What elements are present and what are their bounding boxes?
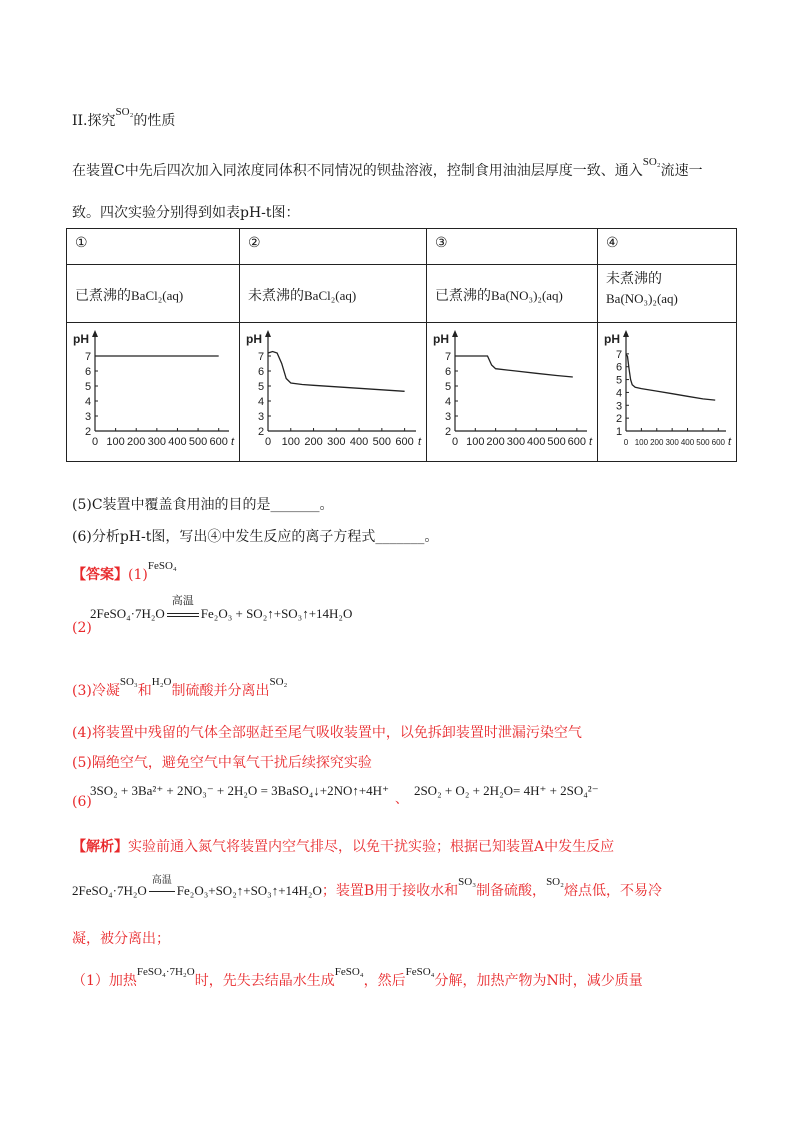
analysis-p4: （1）加热$^{FeSO_4\cdot 7H_2O}$时，先失去结晶水生成$^{FeSO_4}$，然后$^{FeSO_4}$分解，加热产物为N时，减少质量 [72,966,643,989]
table-header: ① [75,235,88,251]
y-tick-label: 7 [85,351,92,363]
y-tick-label: 6 [258,366,265,378]
x-tick-label: 500 [188,436,208,448]
y-axis-arrow [623,330,629,337]
analysis-p1: 【解析】实验前通入氮气将装置内空气排尽，以免干扰实验；根据已知装置A中发生反应 [72,839,615,855]
y-tick-label: 4 [258,396,265,408]
x-tick-label: 200 [127,436,146,448]
x-axis-label: t [231,436,235,448]
y-tick-label: 1 [616,426,623,438]
y-tick-label: 4 [445,396,452,408]
y-tick-label: 3 [258,411,265,423]
table-header: ② [248,235,261,251]
y-tick-label: 5 [616,374,623,387]
y-tick-label: 3 [85,411,92,423]
x-tick-label: 600 [209,436,228,448]
x-tick-label: 600 [395,436,414,448]
y-tick-label: 7 [258,351,265,363]
experiment-table [66,228,737,462]
x-tick-label: 100 [634,438,649,447]
y-tick-label: 7 [616,348,623,361]
x-tick-label: 500 [696,438,710,447]
x-tick-label: 600 [711,438,725,447]
ph-curve [626,354,715,400]
x-tick-label: 100 [281,436,300,448]
x-tick-label: 300 [147,436,167,448]
y-tick-label: 4 [85,396,92,408]
x-tick-label: 600 [567,436,587,448]
y-axis-arrow [265,330,271,337]
y-axis-label: pH [246,332,262,346]
table-label: 未煮沸的 Ba(NO₃)₂(aq) [606,271,678,306]
x-tick-label: 200 [486,436,505,448]
table-header: ④ [606,235,619,251]
intro-line-2: 致。四次实验分别得到如表pH-t图： [72,205,300,221]
x-tick-label: 100 [106,436,125,448]
x-axis-label: t [728,436,732,448]
question-5: (5)C装置中覆盖食用油的目的是_______。 [72,497,334,513]
table-label: 已煮沸的BaCl₂(aq) [75,288,184,304]
y-tick-label: 5 [445,381,452,393]
y-tick-label: 2 [85,426,92,438]
answer-1: 【答案】$(1)^{FeSO_4}$ [72,560,177,583]
y-tick-label: 2 [616,413,623,426]
x-tick-label: 400 [349,436,369,448]
x-tick-label: 500 [547,436,566,448]
answer-3: (3)冷凝$^{SO_3}$和$^{H_2O}$制硫酸并分离出$^{SO_2}$ [72,676,288,699]
y-axis-arrow [452,330,458,337]
x-axis-label: t [418,436,422,448]
y-tick-label: 7 [445,351,452,363]
x-tick-label: 0 [623,438,629,447]
answer-5: (5)隔绝空气，避免空气中氧气干扰后续探究实验 [72,755,372,771]
y-tick-label: 4 [616,387,623,400]
y-axis-label: pH [73,332,89,346]
y-tick-label: 6 [85,366,92,378]
y-tick-label: 5 [258,381,265,393]
y-tick-label: 3 [445,411,452,423]
reaction-condition: 高温 [165,606,201,622]
x-tick-label: 300 [327,436,346,448]
x-tick-label: 500 [372,436,392,448]
table-header: ③ [435,235,448,251]
question-6: (6)分析pH-t图，写出④中发生反应的离子方程式_______。 [72,529,439,545]
y-axis-arrow [92,330,98,337]
x-tick-label: 200 [650,438,664,447]
ph-curve [268,352,405,392]
y-tick-label: 2 [445,426,452,438]
section-title: II.探究$^{SO_2}$的性质 [72,106,176,129]
y-axis-label: pH [604,332,620,346]
ph-chart-4 [598,323,736,457]
x-tick-label: 300 [506,436,526,448]
x-tick-label: 400 [680,438,695,447]
answer-label: 【答案】 [72,567,128,583]
y-tick-label: 6 [445,366,452,378]
so2-formula: SO₂ [115,106,134,118]
x-tick-label: 200 [304,436,323,448]
ph-chart-3 [427,323,597,457]
y-tick-label: 5 [85,381,92,393]
ph-curve [455,356,573,377]
analysis-p3: 凝，被分离出； [72,931,170,947]
intro-line-1: 在装置C中先后四次加入同浓度同体积不同情况的钡盐溶液，控制食用油油层厚度一致、通入$^{SO_2}$流速一 [72,156,703,179]
y-axis-label: pH [433,332,449,346]
y-tick-label: 3 [616,400,623,413]
analysis-p2: 2FeSO₄·7H₂O 高温 Fe₂O₃+SO₂↑+SO₃↑+14H₂O；装置B用于接收水和$^{SO_3}$制备硫酸，$^{SO_2}$熔点低，不易冷 [72,875,662,899]
x-tick-label: 400 [168,436,187,448]
ph-chart-2 [240,323,426,457]
x-tick-label: 0 [451,436,459,448]
y-tick-label: 6 [616,361,623,374]
x-tick-label: 300 [665,438,679,447]
x-tick-label: 400 [527,436,546,448]
x-tick-label: 0 [264,436,272,448]
table-label: 未煮沸的BaCl₂(aq) [248,288,357,304]
table-label: 已煮沸的Ba(NO₃)₂(aq) [435,288,563,304]
analysis-label: 【解析】 [72,839,128,855]
answer-4: (4)将装置中残留的气体全部驱赶至尾气吸收装置中，以免拆卸装置时泄漏污染空气 [72,725,582,741]
ph-chart-1 [67,323,239,457]
x-tick-label: 0 [91,436,99,448]
x-tick-label: 100 [466,436,485,448]
y-tick-label: 2 [258,426,265,438]
x-axis-label: t [589,436,593,448]
